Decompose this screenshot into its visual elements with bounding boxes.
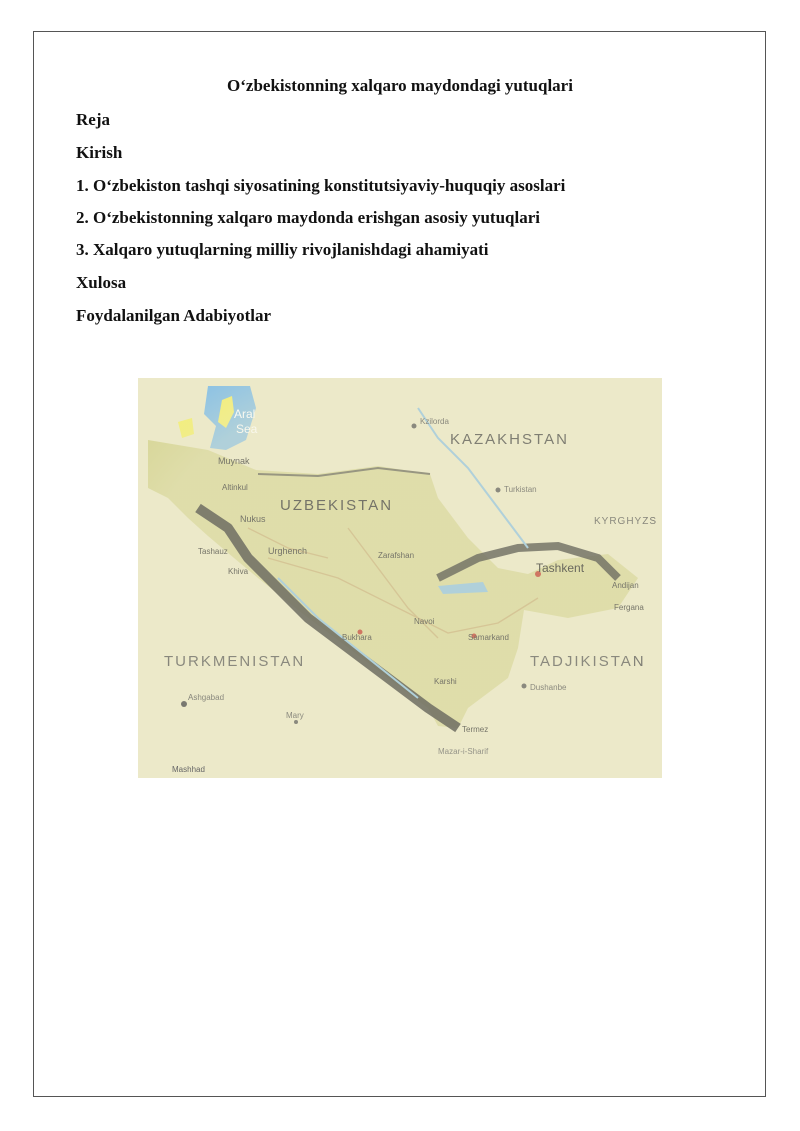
- label-nukus: Nukus: [240, 514, 266, 524]
- label-ashgabat: Ashgabad: [188, 693, 225, 702]
- label-mazar: Mazar-i-Sharif: [438, 747, 489, 756]
- label-turkistan: Turkistan: [504, 485, 537, 494]
- label-fergana: Fergana: [614, 603, 644, 612]
- label-bukhara: Bukhara: [342, 633, 372, 642]
- outline-item-section-3: 3. Xalqaro yutuqlarning milliy rivojlanishdagi ahamiyati: [76, 240, 489, 259]
- label-muynak: Muynak: [218, 456, 250, 466]
- label-altinkul: Altinkul: [222, 483, 248, 492]
- label-tashkent: Tashkent: [536, 561, 585, 575]
- label-tashauz: Tashauz: [198, 547, 228, 556]
- outline-item-section-2: 2. O‘zbekistonning xalqaro maydonda erishgan asosiy yutuqlari: [76, 208, 540, 227]
- outline-item-section-1: 1. O‘zbekiston tashqi siyosatining konstitutsiyaviy-huquqiy asoslari: [76, 176, 566, 195]
- label-dushanbe: Dushanbe: [530, 683, 567, 692]
- outline-item-adabiyotlar: Foydalanilgan Adabiyotlar: [76, 306, 272, 325]
- label-kazakhstan: KAZAKHSTAN: [450, 431, 569, 448]
- label-kzylorda: Kzilorda: [420, 417, 449, 426]
- uzbekistan-map: [138, 378, 662, 778]
- label-khiva: Khiva: [228, 567, 249, 576]
- label-aral: Aral: [234, 407, 256, 421]
- label-navoi: Navoi: [414, 617, 435, 626]
- label-samarkand: Samarkand: [468, 633, 509, 642]
- label-zarafshan: Zarafshan: [378, 551, 415, 560]
- label-termez: Termez: [462, 725, 489, 734]
- label-sea: Sea: [236, 422, 258, 436]
- outline-item-xulosa: Xulosa: [76, 273, 127, 292]
- label-mary: Mary: [286, 711, 304, 720]
- outline-item-kirish: Kirish: [76, 143, 123, 162]
- label-tajikistan: TADJIKISTAN: [530, 653, 646, 670]
- label-mashhad: Mashhad: [172, 765, 205, 774]
- label-uzbekistan: UZBEKISTAN: [280, 497, 394, 514]
- label-urghench: Urghench: [268, 546, 308, 556]
- label-turkmenistan: TURKMENISTAN: [164, 653, 306, 670]
- document-title: O‘zbekistonning xalqaro maydondagi yutuqlari: [227, 76, 573, 95]
- outline-item-reja: Reja: [76, 110, 110, 129]
- label-kyrgyzstan: KYRGHYZS: [594, 516, 658, 527]
- map-vignette: [138, 378, 662, 778]
- label-andijan: Andijan: [612, 581, 639, 590]
- label-karshi: Karshi: [434, 677, 457, 686]
